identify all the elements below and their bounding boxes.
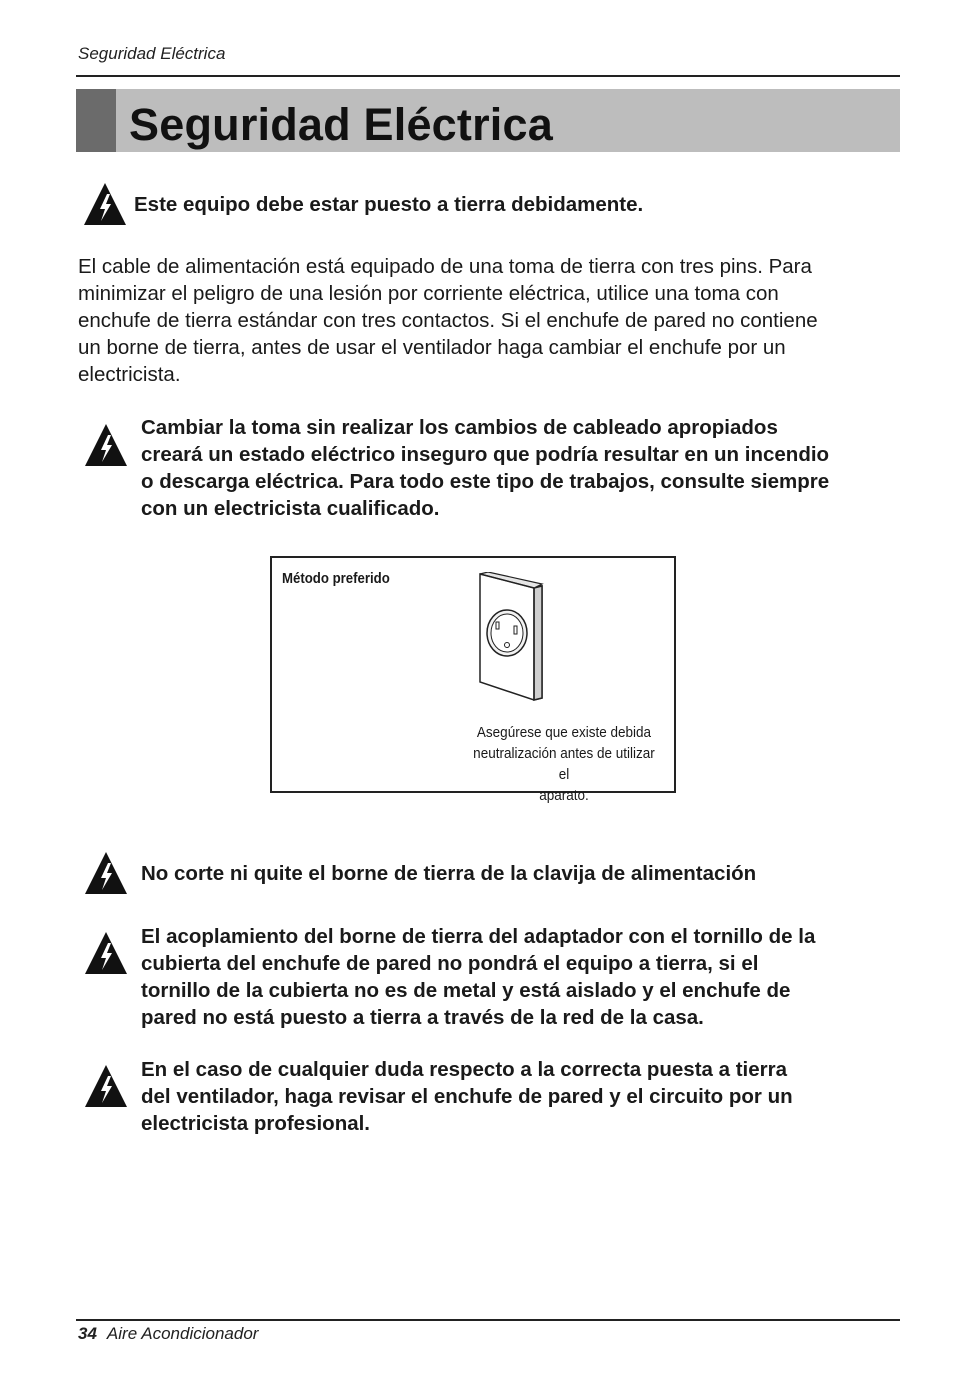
- body-paragraph: [78, 253, 900, 388]
- warning-line: electricista profesional.: [141, 1112, 371, 1135]
- warning-line: creará un estado eléctrico inseguro que podría resultar en un incendio: [141, 443, 830, 466]
- warning-3-text: [141, 860, 756, 887]
- warning-1-text: [134, 191, 643, 218]
- paragraph-line: un borne de tierra, antes de usar el ventilador haga cambiar el enchufe por un: [78, 336, 786, 359]
- electric-shock-warning-icon: [82, 181, 128, 227]
- electric-shock-warning-icon: [83, 1063, 129, 1109]
- caption-line: neutralización antes de utilizar el: [473, 745, 655, 783]
- paragraph-line: electricista.: [78, 363, 181, 386]
- caption-line: aparato.: [539, 787, 589, 804]
- page-number: 34: [78, 1324, 97, 1343]
- figure-label: Método preferido: [282, 570, 390, 587]
- footer-rule: [76, 1319, 900, 1321]
- title-accent: [76, 89, 116, 152]
- warning-line: Este equipo debe estar puesto a tierra debidamente.: [134, 193, 644, 216]
- electric-shock-warning-icon: [83, 850, 129, 896]
- warning-5-text: [141, 1056, 793, 1137]
- warning-4-text: [141, 923, 815, 1031]
- figure-preferred-method: [270, 556, 676, 804]
- paragraph-line: El cable de alimentación está equipado de una toma de tierra con tres pins. Para: [78, 255, 812, 278]
- page-footer: [78, 1324, 258, 1344]
- warning-line: Cambiar la toma sin realizar los cambios de cableado apropiados: [141, 416, 778, 439]
- warning-line: pared no está puesto a tierra a través de la red de la casa.: [141, 1006, 704, 1029]
- warning-line: tornillo de la cubierta no es de metal y está aislado y el enchufe de: [141, 979, 791, 1002]
- warning-line: No corte ni quite el borne de tierra de la clavija de alimentación: [141, 862, 757, 885]
- warning-line: o descarga eléctrica. Para todo este tipo de trabajos, consulte siempre: [141, 470, 830, 493]
- warning-2-text: [141, 414, 829, 522]
- footer-doc-title: Aire Acondicionador: [106, 1324, 259, 1343]
- warning-line: El acoplamiento del borne de tierra del adaptador con el tornillo de la: [141, 925, 816, 948]
- figure-caption: [469, 722, 660, 806]
- warning-line: del ventilador, haga revisar el enchufe de pared y el circuito por un: [141, 1085, 793, 1108]
- paragraph-line: minimizar el peligro de una lesión por corriente eléctrica, utilice una toma con: [78, 282, 779, 305]
- warning-line: con un electricista cualificado.: [141, 497, 440, 520]
- wall-outlet-icon: [476, 572, 550, 702]
- page-title: Seguridad Eléctrica: [129, 99, 553, 150]
- electric-shock-warning-icon: [83, 422, 129, 468]
- warning-line: cubierta del enchufe de pared no pondrá el equipo a tierra, si el: [141, 952, 759, 975]
- running-header: Seguridad Eléctrica: [78, 44, 226, 63]
- header-rule: [76, 75, 900, 77]
- electric-shock-warning-icon: [83, 930, 129, 976]
- warning-line: En el caso de cualquier duda respecto a la correcta puesta a tierra: [141, 1058, 788, 1081]
- paragraph-line: enchufe de tierra estándar con tres contactos. Si el enchufe de pared no contiene: [78, 309, 818, 332]
- caption-line: Asegúrese que existe debida: [476, 724, 652, 741]
